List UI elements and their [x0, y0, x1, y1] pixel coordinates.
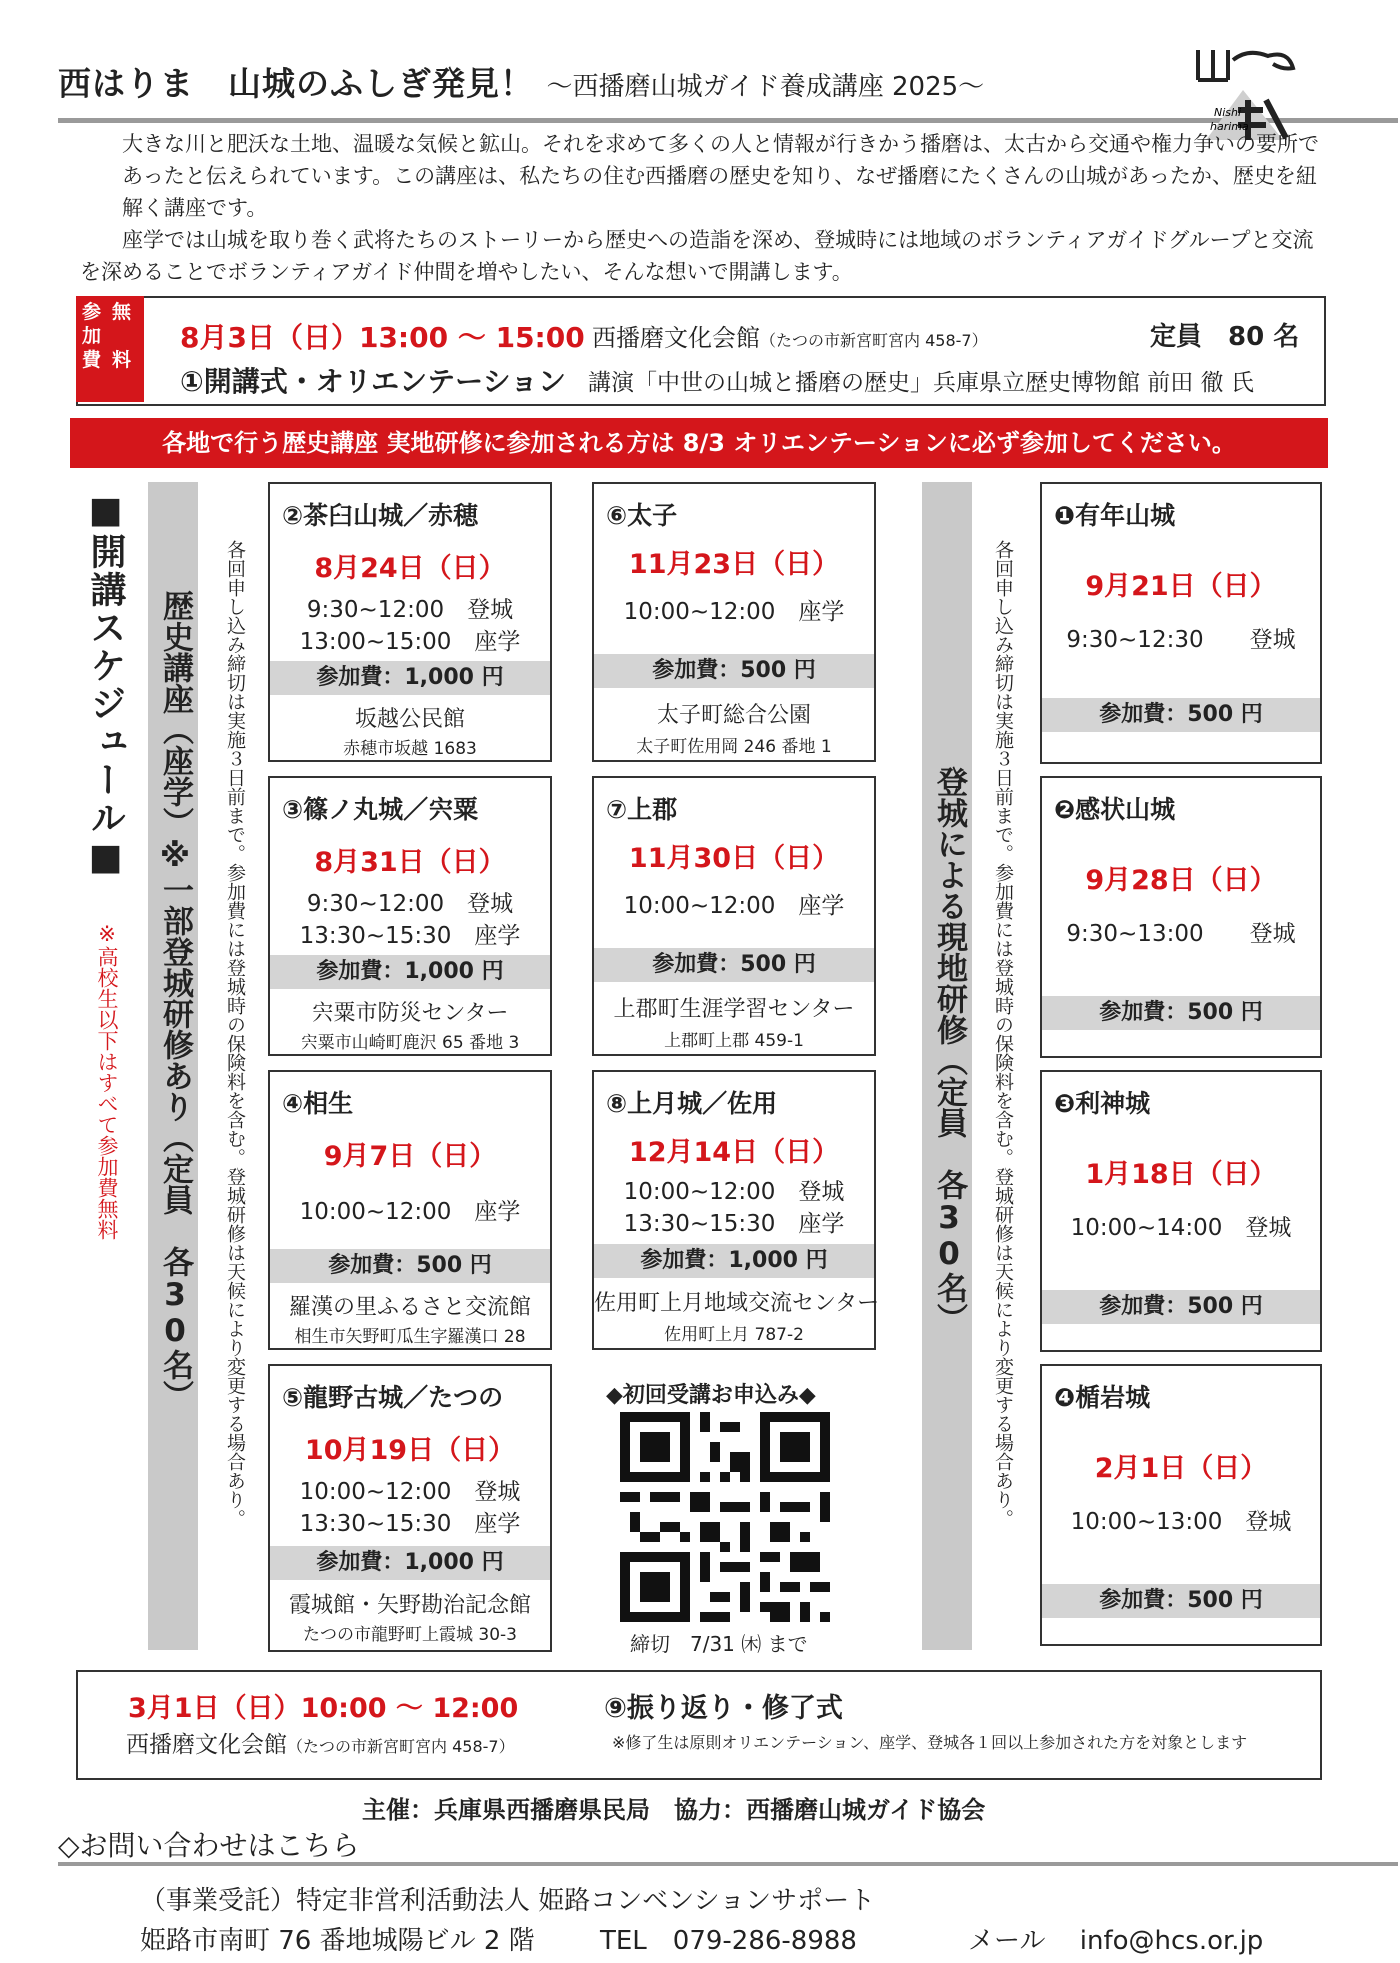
deadline-note-left: 各回申し込み締切は実施３日前まで。参加費には登城時の保険料を含む。登城研修は天候により変更する場合あり。: [224, 540, 246, 1528]
card-address: たつの市龍野町上霞城 30-3: [303, 1625, 517, 1645]
card-title: ⑦上郡: [606, 795, 678, 824]
card-fee: 参加費：1,000 円: [270, 661, 550, 695]
card-address: 相生市矢野町瓜生字羅漢口 28: [294, 1327, 526, 1347]
orientation-place-addr: （たつの市新宮町宮内 458-7）: [760, 331, 988, 350]
qr-deadline: 締切 7/31 ㈭ まで: [630, 1632, 808, 1656]
high-school-note: ※高校生以下はすべて参加費無料: [95, 922, 119, 1240]
schedule-title: ■開講スケジュール■: [85, 490, 126, 880]
contact-email[interactable]: メール info@hcs.or.jp: [968, 1926, 1264, 1956]
card-fee: 参加費：1,000 円: [270, 955, 550, 989]
intro-text: [80, 128, 1330, 288]
card-time: 10:00~13:00 登城: [1070, 1509, 1292, 1535]
card-date: 11月23日（日）: [628, 549, 840, 580]
free-tag-char: 加: [82, 325, 102, 347]
card-time: 10:00~12:00 座学: [623, 599, 845, 625]
card-time: 9:30~12:30 登城: [1066, 627, 1296, 653]
card-time: 10:00~12:00 座学: [299, 1199, 521, 1225]
qr-code[interactable]: [620, 1412, 830, 1622]
card-date: 9月7日（日）: [323, 1141, 497, 1172]
contact-org: （事業受託）特定非営利活動法人 姫路コンベンションサポート: [140, 1886, 876, 1916]
card-time: 9:30~13:00 登城: [1066, 921, 1296, 947]
closing-note: ※修了生は原則オリエンテーション、座学、登城各１回以上参加された方を対象とします: [612, 1733, 1248, 1752]
card-fee: 参加費：1,000 円: [270, 1546, 550, 1580]
free-participation-tag: [76, 296, 144, 402]
closing-place: [126, 1726, 515, 1759]
card-time: 10:00~12:00 登城 13:30~15:30 座学: [299, 1479, 521, 1537]
card-title: ❸利神城: [1054, 1089, 1151, 1118]
card-fee: 参加費：500 円: [1042, 1584, 1320, 1618]
page-title: [58, 58, 984, 105]
card-fee: 参加費：500 円: [594, 948, 874, 982]
card-venue: 宍粟市防災センター: [311, 1001, 509, 1026]
event-card-c5: [268, 1364, 552, 1652]
field-card-f2: [1040, 776, 1322, 1058]
closing-place-addr: （たつの市新宮町宮内 458-7）: [287, 1737, 515, 1756]
orientation-title: ①開講式・オリエンテーション: [180, 365, 567, 398]
free-tag-char: 参: [82, 301, 102, 323]
orientation-place: [592, 318, 988, 353]
card-title: ❶有年山城: [1054, 501, 1176, 530]
card-fee: 参加費：1,000 円: [594, 1244, 874, 1278]
event-card-c3: [268, 776, 552, 1056]
field-card-f3: [1040, 1070, 1322, 1352]
field-card-f4: [1040, 1364, 1322, 1646]
card-title: ③篠ノ丸城／宍粟: [282, 795, 479, 824]
card-time: 9:30~12:00 登城 13:30~15:30 座学: [299, 891, 521, 949]
card-title: ⑤龍野古城／たつの: [282, 1383, 504, 1412]
card-title: ❷感状山城: [1054, 795, 1176, 824]
card-fee: 参加費：500 円: [594, 654, 874, 688]
field-training-label: 登城による現地研修（定員 各30名）: [931, 766, 967, 1334]
card-address: 宍粟市山崎町鹿沢 65 番地 3: [300, 1033, 520, 1053]
event-card-c6: [592, 482, 876, 762]
orientation-lecture: 講演「中世の山城と播磨の歴史」兵庫県立歴史博物館 前田 徹 氏: [588, 370, 1254, 396]
card-date: 9月21日（日）: [1085, 571, 1277, 602]
contact-tel[interactable]: TEL 079-286-8988: [600, 1926, 857, 1956]
orientation-date: 8月3日（日）13:00 ～ 15:00: [180, 321, 585, 354]
free-tag-char: 費: [82, 349, 102, 371]
organizer-line: 主催：兵庫県西播磨県民局 協力：西播磨山城ガイド協会: [362, 1796, 986, 1824]
title-main: 西はりま 山城のふしぎ発見！: [58, 64, 534, 103]
card-fee: 参加費：500 円: [1042, 996, 1320, 1030]
svg-text:Nishi: Nishi: [1214, 106, 1242, 119]
card-date: 9月28日（日）: [1085, 865, 1277, 896]
card-fee: 参加費：500 円: [1042, 698, 1320, 732]
history-lecture-label: 歴史講座（座学）※一部登城研修あり（定員 各30名）: [157, 590, 193, 1411]
orientation-capacity: 定員 80 名: [1150, 322, 1300, 352]
card-title: ④相生: [282, 1089, 354, 1118]
event-card-c7: [592, 776, 876, 1056]
event-card-c8: [592, 1070, 880, 1350]
field-card-f1: [1040, 482, 1322, 764]
event-card-c4: [268, 1070, 552, 1350]
closing-place-name: 西播磨文化会館: [126, 1732, 287, 1758]
card-time: 10:00~12:00 登城 13:30~15:30 座学: [623, 1179, 845, 1237]
closing-date: 3月1日（日）10:00 ～ 12:00: [128, 1693, 519, 1724]
qr-title: ◆初回受講お申込み◆: [606, 1383, 816, 1408]
card-date: 1月18日（日）: [1085, 1159, 1277, 1190]
card-date: 2月1日（日）: [1094, 1453, 1268, 1484]
card-title: ②茶臼山城／赤穂: [282, 501, 479, 530]
card-address: 佐用町上月 787-2: [664, 1325, 804, 1345]
card-title: ❹楯岩城: [1054, 1383, 1151, 1412]
card-venue: 上郡町生涯学習センター: [613, 997, 855, 1022]
card-venue: 太子町総合公園: [656, 703, 811, 728]
card-date: 12月14日（日）: [628, 1137, 840, 1168]
card-date: 11月30日（日）: [628, 843, 840, 874]
card-venue: 羅漢の里ふるさと交流館: [288, 1295, 531, 1320]
card-title: ⑧上月城／佐用: [606, 1089, 778, 1118]
card-time: 10:00~14:00 登城: [1070, 1215, 1292, 1241]
deadline-note-right: 各回申し込み締切は実施３日前まで。参加費には登城時の保険料を含む。登城研修は天候により変更する場合あり。: [992, 540, 1014, 1528]
card-title: ⑥太子: [606, 501, 678, 530]
notice-banner: 各地で行う歴史講座 実地研修に参加される方は 8/3 オリエンテーションに必ず参加してください。: [70, 418, 1328, 468]
intro-paragraph-2: 座学では山城を取り巻く武将たちのストーリーから歴史への造詣を深め、登城時には地域のボランティアガイドグループと交流を深めることでボランティアガイド仲間を増やしたい、そんな想いで開講します。: [80, 228, 1314, 284]
card-fee: 参加費：500 円: [1042, 1290, 1320, 1324]
card-date: 8月31日（日）: [314, 847, 506, 878]
card-date: 8月24日（日）: [314, 553, 506, 584]
card-address: 上郡町上郡 459-1: [664, 1031, 804, 1051]
contact-divider: [58, 1862, 1398, 1866]
card-time: 10:00~12:00 座学: [623, 893, 845, 919]
card-time: 9:30~12:00 登城 13:00~15:00 座学: [299, 597, 521, 655]
card-venue: 佐用町上月地域交流センター: [594, 1291, 880, 1316]
free-tag-char: 無: [112, 301, 132, 323]
intro-paragraph-1: 大きな川と肥沃な土地、温暖な気候と鉱山。それを求めて多くの人と情報が行きかう播磨は、太古から交通や権力争いの要所であったと伝えられています。この講座は、私たちの住む西播磨の歴史を知り、なぜ播磨にたくさんの山城があったか、歴史を紐解く講座です。: [122, 132, 1319, 220]
card-fee: 参加費：500 円: [270, 1249, 550, 1283]
event-card-c2: [268, 482, 552, 762]
contact-heading: ◇お問い合わせはこちら: [58, 1829, 360, 1862]
card-venue: 坂越公民館: [354, 707, 465, 732]
svg-text:harima: harima: [1210, 120, 1249, 133]
closing-title: ⑨振り返り・修了式: [604, 1693, 843, 1724]
card-venue: 霞城館・矢野勘治記念館: [288, 1593, 531, 1618]
card-date: 10月19日（日）: [304, 1435, 516, 1466]
title-sub: ～西播磨山城ガイド養成講座 2025～: [546, 72, 985, 102]
contact-address: 姫路市南町 76 番地城陽ビル 2 階: [140, 1926, 535, 1956]
orientation-place-name: 西播磨文化会館: [592, 324, 760, 352]
card-address: 赤穂市坂越 1683: [343, 739, 477, 759]
free-tag-char: 料: [112, 349, 132, 371]
card-address: 太子町佐用岡 246 番地 1: [636, 737, 832, 757]
